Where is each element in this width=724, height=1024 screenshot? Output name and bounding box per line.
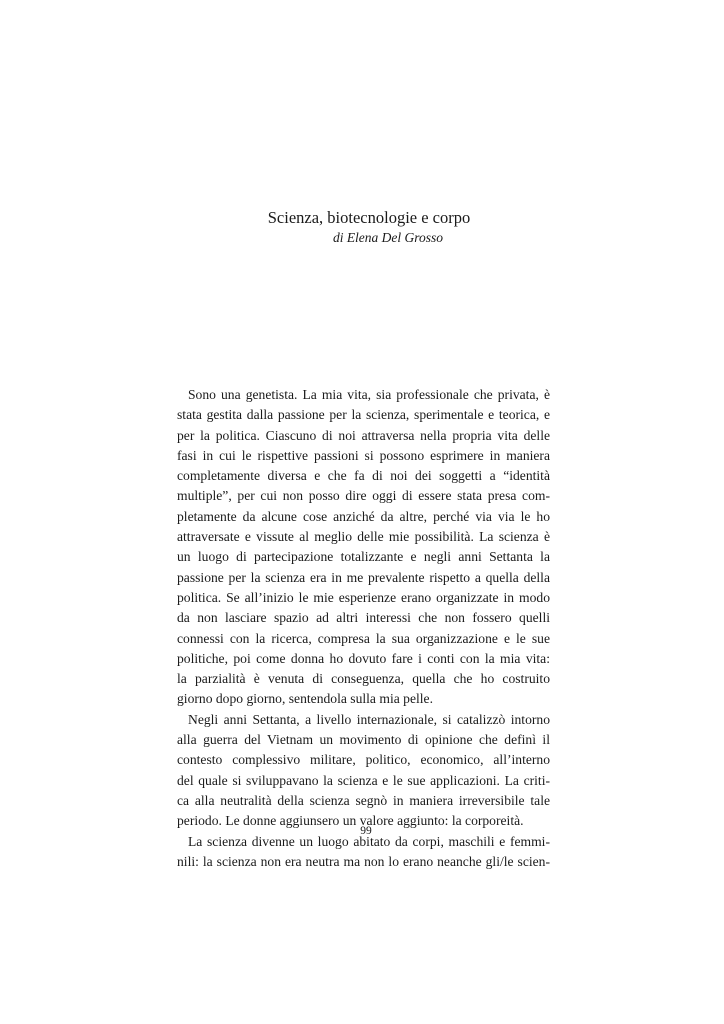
text-line: Sono una genetista. La mia vita, sia professionale che privata, è xyxy=(188,387,550,402)
chapter-title: Scienza, biotecnologie e corpo xyxy=(267,208,471,227)
text-line: da non lasciare spazio ad altri interessi che non fossero quelli xyxy=(177,610,550,626)
paragraph xyxy=(177,710,550,832)
text-line: fasi in cui le rispettive passioni si possono esprimere in maniera xyxy=(177,447,550,463)
text-line: stata gestita dalla passione per la scienza, sperimentale e teorica, e xyxy=(177,407,550,423)
text-line: ca alla neutralità della scienza segnò in maniera irreversibile tale xyxy=(177,792,550,808)
text-line: contesto complessivo militare, politico, economico, all’interno xyxy=(177,752,550,768)
text-line: passione per la scienza era in me prevalente rispetto a quella della xyxy=(177,569,550,585)
author-byline: di Elena Del Grosso xyxy=(332,230,444,245)
text-line: un luogo di partecipazione totalizzante e negli anni Settanta la xyxy=(177,549,550,565)
body-text xyxy=(177,385,550,872)
text-line: nili: la scienza non era neutra ma non lo erano neanche gli/le scien- xyxy=(177,853,550,869)
paragraph xyxy=(177,385,550,710)
text-line: politiche, poi come donna ho dovuto fare i conti con la mia vita: xyxy=(177,650,550,666)
text-line: giorno dopo giorno, sentendola sulla mia pelle. xyxy=(177,691,433,707)
chapter-heading xyxy=(0,207,724,247)
text-line: Negli anni Settanta, a livello internazionale, si catalizzò intorno xyxy=(188,711,550,727)
text-line: pletamente da alcune cose anziché da altre, perché via via le ho xyxy=(177,508,550,524)
text-line: del quale si sviluppavano la scienza e le sue applicazioni. La criti- xyxy=(177,772,550,788)
text-line: politica. Se all’inizio le mie esperienze erano organizzate in modo xyxy=(177,589,550,605)
text-line: connessi con la ricerca, compresa la sua organizzazione e le sue xyxy=(177,630,550,646)
text-line: alla guerra del Vietnam un movimento di opinione che definì il xyxy=(177,732,550,748)
text-line: completamente diversa e che fa di noi dei soggetti a “identità xyxy=(177,468,550,484)
text-line: la parzialità è venuta di conseguenza, quella che ho costruito xyxy=(177,671,550,687)
text-line: periodo. Le donne aggiunsero un valore aggiunto: la corporeità. xyxy=(177,813,524,829)
page-number: 99 xyxy=(360,825,372,837)
text-line: multiple”, per cui non posso dire oggi di essere stata presa com- xyxy=(177,488,550,504)
text-line: La scienza divenne un luogo abitato da corpi, maschili e femmi- xyxy=(188,833,550,849)
text-line: attraversate e vissute al meglio delle mie possibilità. La scienza è xyxy=(177,529,550,545)
text-line: per la politica. Ciascuno di noi attraversa nella propria vita delle xyxy=(177,427,550,443)
